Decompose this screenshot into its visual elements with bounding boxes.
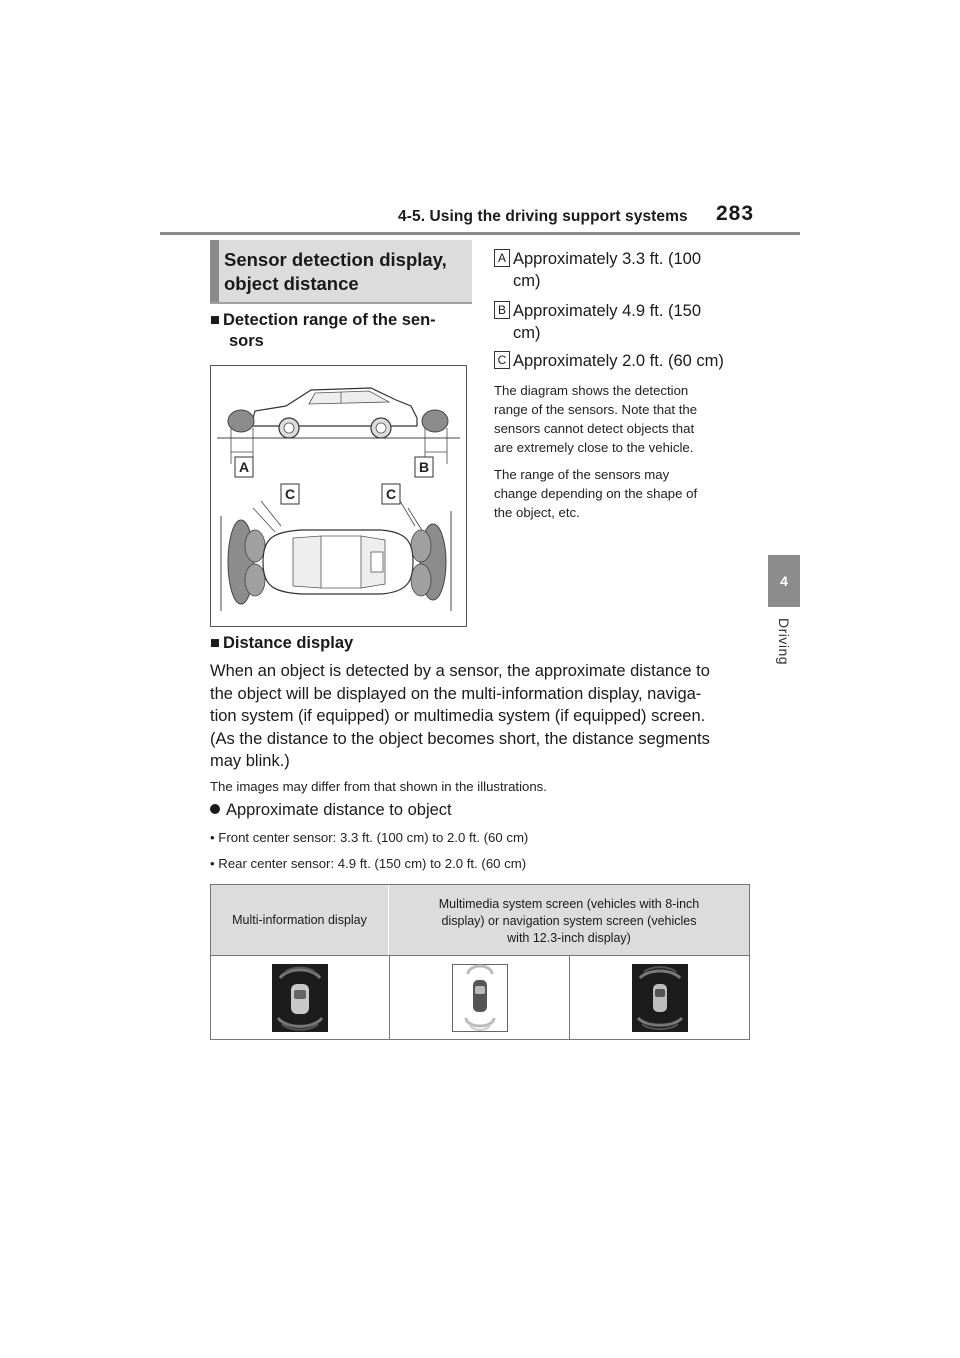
legend-text-a-line1: Approximately 3.3 ft. (100 [513,250,702,268]
diagram-label-a: A [238,459,250,475]
chapter-number: 4 [780,573,788,589]
legend-key-b: B [494,301,510,319]
sensor-range-illustration [211,366,466,626]
square-bullet-icon: ■ [210,634,220,652]
table-header-rule [211,955,749,956]
chapter-label: Driving [776,618,792,666]
note2-line1: The range of the sensors may [494,467,670,482]
legend-key-a: A [494,249,510,267]
distance-display-subheading-text: Distance display [222,634,354,652]
distance-display-body [210,660,755,773]
navigation-12in-display-image [632,964,688,1032]
legend-text-a-line2: cm) [513,272,541,290]
legend-text-b-line2: cm) [513,324,541,342]
illustration-note: The images may differ from that shown in the illustrations. [210,779,547,794]
note2-line2: change depending on the shape of [494,486,698,501]
note2-line3: the object, etc. [494,505,580,520]
table-divider-1 [389,955,390,1040]
bullet-dot-icon: • [210,856,215,871]
sensor-range-diagram [210,365,467,627]
legend-item-a [494,248,754,292]
running-header-title: 4-5. Using the driving support systems [398,208,688,225]
filled-circle-bullet-icon [210,804,220,814]
page-number: 283 [716,202,755,225]
detection-range-subheading-line1: Detection range of the sen- [222,311,436,329]
diagram-note-1 [494,381,754,457]
legend-key-c: C [494,351,510,369]
detection-range-subheading-line2: sors [229,332,264,350]
square-bullet-icon: ■ [210,311,220,329]
section-heading: Sensor detection display, object distance [224,249,447,294]
table-divider-2 [569,955,570,1040]
note1-line1: The diagram shows the detection [494,383,689,398]
body-line1: When an object is detected by a sensor, the approximate distance to [210,662,710,680]
legend-item-c [494,350,754,372]
bullet-rear-center [210,855,526,873]
chapter-label-container [770,618,798,698]
legend-item-b [494,300,754,344]
bullet-front-center [210,829,528,847]
diagram-label-c-right: C [385,486,397,502]
multimedia-8in-display-image [452,964,508,1032]
approx-distance-heading-text: Approximate distance to object [226,801,452,819]
diagram-label-c-left: C [284,486,296,502]
bullet-dot-icon: • [210,830,215,845]
section-heading-box [210,240,472,304]
body-line3: tion system (if equipped) or multimedia system (if equipped) screen. [210,707,706,725]
legend-text-c-line1: Approximately 2.0 ft. (60 cm) [513,352,724,370]
note1-line2: range of the sensors. Note that the [494,402,698,417]
bullet-rear-text: Rear center sensor: 4.9 ft. (150 cm) to 2.0 ft. (60 cm) [218,856,527,871]
approx-distance-heading [210,801,452,820]
diagram-note-2 [494,465,754,522]
chapter-tab [768,555,800,607]
section-heading-bar [210,240,219,302]
bullet-front-text: Front center sensor: 3.3 ft. (100 cm) to 2.0 ft. (60 cm) [218,830,529,845]
table-header-multimedia-line1: Multimedia system screen (vehicles with 8-inch [438,897,700,911]
body-line4: (As the distance to the object becomes short, the distance segments [210,729,710,748]
body-line5: may blink.) [210,752,290,770]
table-header-multimedia-line2: display) or navigation system screen (vehicles [441,914,697,928]
table-header-multimedia [389,885,749,955]
body-line2: the object will be displayed on the multi-information display, naviga- [210,684,702,703]
note1-line3: sensors cannot detect objects that [494,421,695,436]
multi-info-display-image [272,964,328,1032]
distance-display-subheading [210,633,353,654]
detection-range-subheading [210,310,472,352]
table-header-multimedia-line3: with 12.3-inch display) [507,931,631,945]
table-header-multi-info: Multi-information display [211,885,389,955]
note1-line4: are extremely close to the vehicle. [494,440,694,455]
diagram-label-b: B [418,459,430,475]
legend-text-b-line1: Approximately 4.9 ft. (150 [513,302,702,320]
header-rule [160,232,800,235]
display-table [210,884,750,1040]
